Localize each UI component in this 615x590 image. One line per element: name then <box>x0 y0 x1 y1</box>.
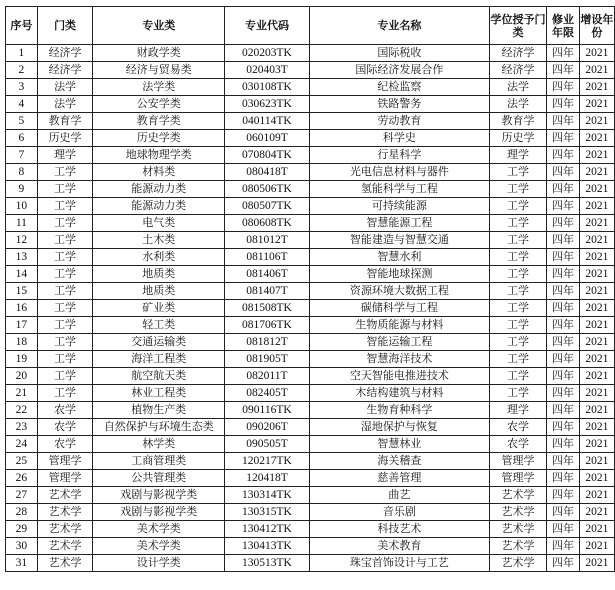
cell-serial: 22 <box>6 402 38 419</box>
cell-major-code: 120217TK <box>225 453 310 470</box>
cell-major-name: 智能建造与智慧交通 <box>309 232 489 249</box>
cell-serial: 21 <box>6 385 38 402</box>
cell-duration: 四年 <box>547 419 579 436</box>
table-row <box>6 470 615 487</box>
cell-discipline: 艺术学 <box>37 487 93 504</box>
cell-year-added: 2021 <box>579 147 614 164</box>
cell-major-name: 智慧能源工程 <box>309 215 489 232</box>
table-row <box>6 555 615 572</box>
cell-major-code: 080608TK <box>225 215 310 232</box>
cell-year-added: 2021 <box>579 538 614 555</box>
cell-major-code: 081508TK <box>225 300 310 317</box>
header-discipline: 门类 <box>37 7 93 45</box>
cell-serial: 6 <box>6 130 38 147</box>
table-row <box>6 232 615 249</box>
cell-year-added: 2021 <box>579 283 614 300</box>
cell-major-code: 090206T <box>225 419 310 436</box>
cell-serial: 9 <box>6 181 38 198</box>
cell-major-code: 082011T <box>225 368 310 385</box>
cell-major-class: 公共管理类 <box>93 470 225 487</box>
cell-serial: 13 <box>6 249 38 266</box>
cell-degree-category: 法学 <box>489 79 547 96</box>
table-row <box>6 113 615 130</box>
cell-duration: 四年 <box>547 300 579 317</box>
cell-major-code: 020403T <box>225 62 310 79</box>
header-duration: 修业年限 <box>547 7 579 45</box>
cell-serial: 14 <box>6 266 38 283</box>
cell-major-name: 智能地球探测 <box>309 266 489 283</box>
cell-year-added: 2021 <box>579 419 614 436</box>
cell-duration: 四年 <box>547 385 579 402</box>
cell-degree-category: 艺术学 <box>489 487 547 504</box>
table-row <box>6 504 615 521</box>
cell-major-class: 轻工类 <box>93 317 225 334</box>
cell-serial: 18 <box>6 334 38 351</box>
cell-major-class: 公安学类 <box>93 96 225 113</box>
cell-discipline: 艺术学 <box>37 521 93 538</box>
cell-duration: 四年 <box>547 249 579 266</box>
cell-year-added: 2021 <box>579 300 614 317</box>
table-row <box>6 436 615 453</box>
cell-discipline: 工学 <box>37 232 93 249</box>
cell-major-class: 地质类 <box>93 266 225 283</box>
cell-major-code: 082405T <box>225 385 310 402</box>
cell-serial: 12 <box>6 232 38 249</box>
cell-serial: 11 <box>6 215 38 232</box>
cell-major-name: 劳动教育 <box>309 113 489 130</box>
cell-major-name: 可持续能源 <box>309 198 489 215</box>
table-row <box>6 402 615 419</box>
cell-discipline: 工学 <box>37 181 93 198</box>
table-row <box>6 215 615 232</box>
cell-year-added: 2021 <box>579 402 614 419</box>
cell-duration: 四年 <box>547 402 579 419</box>
cell-serial: 7 <box>6 147 38 164</box>
cell-discipline: 工学 <box>37 249 93 266</box>
header-major-name: 专业名称 <box>309 7 489 45</box>
cell-major-class: 自然保护与环境生态类 <box>93 419 225 436</box>
cell-major-code: 130315TK <box>225 504 310 521</box>
cell-year-added: 2021 <box>579 334 614 351</box>
cell-degree-category: 工学 <box>489 266 547 283</box>
table-row <box>6 368 615 385</box>
cell-year-added: 2021 <box>579 266 614 283</box>
cell-major-code: 081106T <box>225 249 310 266</box>
cell-degree-category: 艺术学 <box>489 555 547 572</box>
cell-serial: 2 <box>6 62 38 79</box>
cell-year-added: 2021 <box>579 181 614 198</box>
cell-major-code: 081012T <box>225 232 310 249</box>
cell-major-code: 030623TK <box>225 96 310 113</box>
cell-degree-category: 工学 <box>489 164 547 181</box>
cell-major-name: 智慧林业 <box>309 436 489 453</box>
cell-degree-category: 工学 <box>489 232 547 249</box>
header-major-code: 专业代码 <box>225 7 310 45</box>
cell-degree-category: 艺术学 <box>489 538 547 555</box>
cell-major-name: 碳储科学与工程 <box>309 300 489 317</box>
cell-major-class: 法学类 <box>93 79 225 96</box>
cell-duration: 四年 <box>547 113 579 130</box>
cell-duration: 四年 <box>547 504 579 521</box>
cell-major-class: 设计学类 <box>93 555 225 572</box>
cell-major-code: 081905T <box>225 351 310 368</box>
cell-duration: 四年 <box>547 181 579 198</box>
cell-degree-category: 理学 <box>489 147 547 164</box>
cell-major-name: 科技艺术 <box>309 521 489 538</box>
cell-year-added: 2021 <box>579 62 614 79</box>
cell-major-class: 能源动力类 <box>93 181 225 198</box>
cell-major-class: 航空航天类 <box>93 368 225 385</box>
table-row <box>6 147 615 164</box>
cell-year-added: 2021 <box>579 453 614 470</box>
cell-discipline: 管理学 <box>37 453 93 470</box>
cell-major-code: 080506TK <box>225 181 310 198</box>
cell-major-class: 矿业类 <box>93 300 225 317</box>
cell-duration: 四年 <box>547 45 579 62</box>
table-row <box>6 96 615 113</box>
cell-year-added: 2021 <box>579 368 614 385</box>
cell-major-name: 资源环境大数据工程 <box>309 283 489 300</box>
cell-major-code: 081706TK <box>225 317 310 334</box>
cell-serial: 1 <box>6 45 38 62</box>
cell-major-class: 土木类 <box>93 232 225 249</box>
cell-duration: 四年 <box>547 130 579 147</box>
table-row <box>6 62 615 79</box>
cell-discipline: 工学 <box>37 164 93 181</box>
cell-major-code: 060109T <box>225 130 310 147</box>
cell-major-name: 美术教育 <box>309 538 489 555</box>
cell-major-code: 130314TK <box>225 487 310 504</box>
cell-discipline: 教育学 <box>37 113 93 130</box>
cell-major-class: 水利类 <box>93 249 225 266</box>
cell-degree-category: 工学 <box>489 249 547 266</box>
cell-major-code: 120418T <box>225 470 310 487</box>
cell-major-class: 能源动力类 <box>93 198 225 215</box>
cell-discipline: 工学 <box>37 266 93 283</box>
cell-degree-category: 工学 <box>489 385 547 402</box>
cell-major-code: 130413TK <box>225 538 310 555</box>
cell-degree-category: 管理学 <box>489 453 547 470</box>
table-row <box>6 45 615 62</box>
cell-duration: 四年 <box>547 436 579 453</box>
cell-major-class: 美术学类 <box>93 521 225 538</box>
cell-major-name: 生物质能源与材料 <box>309 317 489 334</box>
cell-duration: 四年 <box>547 283 579 300</box>
cell-discipline: 工学 <box>37 283 93 300</box>
cell-serial: 8 <box>6 164 38 181</box>
cell-year-added: 2021 <box>579 504 614 521</box>
cell-major-name: 慈善管理 <box>309 470 489 487</box>
cell-discipline: 历史学 <box>37 130 93 147</box>
cell-degree-category: 经济学 <box>489 62 547 79</box>
cell-major-class: 林学类 <box>93 436 225 453</box>
cell-serial: 10 <box>6 198 38 215</box>
cell-major-class: 电气类 <box>93 215 225 232</box>
majors-table <box>5 6 615 572</box>
cell-discipline: 农学 <box>37 402 93 419</box>
cell-serial: 29 <box>6 521 38 538</box>
cell-major-class: 戏剧与影视学类 <box>93 487 225 504</box>
table-row <box>6 334 615 351</box>
cell-major-class: 工商管理类 <box>93 453 225 470</box>
cell-serial: 30 <box>6 538 38 555</box>
cell-year-added: 2021 <box>579 317 614 334</box>
cell-major-class: 美术学类 <box>93 538 225 555</box>
cell-serial: 26 <box>6 470 38 487</box>
table-row <box>6 351 615 368</box>
cell-year-added: 2021 <box>579 215 614 232</box>
cell-year-added: 2021 <box>579 555 614 572</box>
table-row <box>6 317 615 334</box>
cell-degree-category: 艺术学 <box>489 521 547 538</box>
table-row <box>6 249 615 266</box>
table-row <box>6 283 615 300</box>
cell-year-added: 2021 <box>579 521 614 538</box>
cell-major-class: 经济与贸易类 <box>93 62 225 79</box>
cell-degree-category: 工学 <box>489 334 547 351</box>
cell-degree-category: 工学 <box>489 198 547 215</box>
cell-major-name: 国际税收 <box>309 45 489 62</box>
cell-discipline: 工学 <box>37 334 93 351</box>
cell-discipline: 工学 <box>37 317 93 334</box>
cell-discipline: 法学 <box>37 79 93 96</box>
cell-discipline: 艺术学 <box>37 555 93 572</box>
cell-degree-category: 教育学 <box>489 113 547 130</box>
header-degree-category: 学位授予门类 <box>489 7 547 45</box>
cell-duration: 四年 <box>547 62 579 79</box>
cell-year-added: 2021 <box>579 113 614 130</box>
cell-major-name: 音乐剧 <box>309 504 489 521</box>
cell-discipline: 工学 <box>37 385 93 402</box>
cell-major-name: 国际经济发展合作 <box>309 62 489 79</box>
table-row <box>6 266 615 283</box>
cell-serial: 28 <box>6 504 38 521</box>
cell-major-code: 090116TK <box>225 402 310 419</box>
cell-degree-category: 工学 <box>489 317 547 334</box>
cell-discipline: 法学 <box>37 96 93 113</box>
cell-major-name: 智慧水利 <box>309 249 489 266</box>
cell-discipline: 经济学 <box>37 62 93 79</box>
cell-major-code: 130513TK <box>225 555 310 572</box>
cell-major-code: 130412TK <box>225 521 310 538</box>
cell-major-name: 行星科学 <box>309 147 489 164</box>
cell-serial: 19 <box>6 351 38 368</box>
cell-duration: 四年 <box>547 96 579 113</box>
cell-year-added: 2021 <box>579 96 614 113</box>
cell-major-code: 080507TK <box>225 198 310 215</box>
cell-major-name: 氢能科学与工程 <box>309 181 489 198</box>
cell-major-name: 科学史 <box>309 130 489 147</box>
cell-serial: 24 <box>6 436 38 453</box>
cell-degree-category: 工学 <box>489 300 547 317</box>
cell-duration: 四年 <box>547 538 579 555</box>
cell-major-code: 081812T <box>225 334 310 351</box>
cell-degree-category: 工学 <box>489 181 547 198</box>
cell-degree-category: 工学 <box>489 368 547 385</box>
cell-duration: 四年 <box>547 368 579 385</box>
cell-serial: 15 <box>6 283 38 300</box>
table-row <box>6 419 615 436</box>
cell-duration: 四年 <box>547 453 579 470</box>
cell-serial: 27 <box>6 487 38 504</box>
cell-degree-category: 管理学 <box>489 470 547 487</box>
cell-year-added: 2021 <box>579 130 614 147</box>
cell-discipline: 经济学 <box>37 45 93 62</box>
cell-serial: 20 <box>6 368 38 385</box>
cell-discipline: 农学 <box>37 419 93 436</box>
cell-major-code: 090505T <box>225 436 310 453</box>
header-row <box>6 7 615 45</box>
header-serial: 序号 <box>6 7 38 45</box>
cell-discipline: 工学 <box>37 198 93 215</box>
cell-year-added: 2021 <box>579 79 614 96</box>
cell-serial: 25 <box>6 453 38 470</box>
header-major-class: 专业类 <box>93 7 225 45</box>
cell-degree-category: 艺术学 <box>489 504 547 521</box>
cell-major-name: 光电信息材料与器件 <box>309 164 489 181</box>
cell-major-class: 交通运输类 <box>93 334 225 351</box>
cell-year-added: 2021 <box>579 470 614 487</box>
cell-major-name: 纪检监察 <box>309 79 489 96</box>
cell-degree-category: 农学 <box>489 436 547 453</box>
cell-discipline: 管理学 <box>37 470 93 487</box>
cell-year-added: 2021 <box>579 385 614 402</box>
cell-major-code: 081407T <box>225 283 310 300</box>
cell-degree-category: 工学 <box>489 215 547 232</box>
cell-major-name: 生物育种科学 <box>309 402 489 419</box>
cell-major-class: 地球物理学类 <box>93 147 225 164</box>
cell-discipline: 工学 <box>37 300 93 317</box>
cell-year-added: 2021 <box>579 487 614 504</box>
cell-serial: 5 <box>6 113 38 130</box>
cell-major-code: 070804TK <box>225 147 310 164</box>
cell-major-name: 智能运输工程 <box>309 334 489 351</box>
cell-duration: 四年 <box>547 198 579 215</box>
cell-degree-category: 农学 <box>489 419 547 436</box>
cell-major-name: 智慧海洋技术 <box>309 351 489 368</box>
cell-major-class: 历史学类 <box>93 130 225 147</box>
cell-degree-category: 理学 <box>489 402 547 419</box>
cell-degree-category: 工学 <box>489 283 547 300</box>
table-row <box>6 181 615 198</box>
cell-serial: 31 <box>6 555 38 572</box>
cell-duration: 四年 <box>547 317 579 334</box>
cell-major-class: 戏剧与影视学类 <box>93 504 225 521</box>
table-row <box>6 79 615 96</box>
table-row <box>6 453 615 470</box>
cell-discipline: 艺术学 <box>37 504 93 521</box>
cell-duration: 四年 <box>547 555 579 572</box>
cell-degree-category: 经济学 <box>489 45 547 62</box>
cell-serial: 3 <box>6 79 38 96</box>
cell-major-code: 081406T <box>225 266 310 283</box>
table-row <box>6 385 615 402</box>
cell-major-name: 海关稽查 <box>309 453 489 470</box>
cell-major-class: 地质类 <box>93 283 225 300</box>
cell-major-name: 铁路警务 <box>309 96 489 113</box>
cell-major-class: 材料类 <box>93 164 225 181</box>
cell-duration: 四年 <box>547 351 579 368</box>
cell-duration: 四年 <box>547 215 579 232</box>
cell-year-added: 2021 <box>579 198 614 215</box>
cell-year-added: 2021 <box>579 45 614 62</box>
cell-year-added: 2021 <box>579 436 614 453</box>
cell-duration: 四年 <box>547 164 579 181</box>
cell-discipline: 工学 <box>37 215 93 232</box>
cell-major-class: 植物生产类 <box>93 402 225 419</box>
cell-major-class: 海洋工程类 <box>93 351 225 368</box>
table-row <box>6 164 615 181</box>
cell-duration: 四年 <box>547 487 579 504</box>
cell-major-name: 空天智能电推进技术 <box>309 368 489 385</box>
cell-duration: 四年 <box>547 147 579 164</box>
table-row <box>6 538 615 555</box>
cell-serial: 23 <box>6 419 38 436</box>
cell-major-name: 曲艺 <box>309 487 489 504</box>
cell-serial: 17 <box>6 317 38 334</box>
cell-year-added: 2021 <box>579 232 614 249</box>
cell-discipline: 工学 <box>37 351 93 368</box>
cell-major-name: 木结构建筑与材料 <box>309 385 489 402</box>
cell-degree-category: 法学 <box>489 96 547 113</box>
cell-duration: 四年 <box>547 521 579 538</box>
cell-serial: 4 <box>6 96 38 113</box>
cell-serial: 16 <box>6 300 38 317</box>
cell-major-code: 020203TK <box>225 45 310 62</box>
table-row <box>6 198 615 215</box>
header-year-added: 增设年份 <box>579 7 614 45</box>
cell-major-name: 湿地保护与恢复 <box>309 419 489 436</box>
cell-duration: 四年 <box>547 79 579 96</box>
cell-discipline: 工学 <box>37 368 93 385</box>
cell-major-class: 财政学类 <box>93 45 225 62</box>
cell-degree-category: 历史学 <box>489 130 547 147</box>
cell-major-code: 040114TK <box>225 113 310 130</box>
cell-year-added: 2021 <box>579 164 614 181</box>
cell-year-added: 2021 <box>579 249 614 266</box>
cell-major-class: 教育学类 <box>93 113 225 130</box>
cell-major-code: 080418T <box>225 164 310 181</box>
cell-duration: 四年 <box>547 470 579 487</box>
cell-duration: 四年 <box>547 232 579 249</box>
cell-duration: 四年 <box>547 334 579 351</box>
cell-duration: 四年 <box>547 266 579 283</box>
cell-year-added: 2021 <box>579 351 614 368</box>
table-row <box>6 300 615 317</box>
cell-discipline: 艺术学 <box>37 538 93 555</box>
cell-major-code: 030108TK <box>225 79 310 96</box>
table-row <box>6 487 615 504</box>
cell-discipline: 农学 <box>37 436 93 453</box>
cell-major-name: 珠宝首饰设计与工艺 <box>309 555 489 572</box>
table-row <box>6 130 615 147</box>
cell-discipline: 理学 <box>37 147 93 164</box>
table-row <box>6 521 615 538</box>
cell-degree-category: 工学 <box>489 351 547 368</box>
cell-major-class: 林业工程类 <box>93 385 225 402</box>
